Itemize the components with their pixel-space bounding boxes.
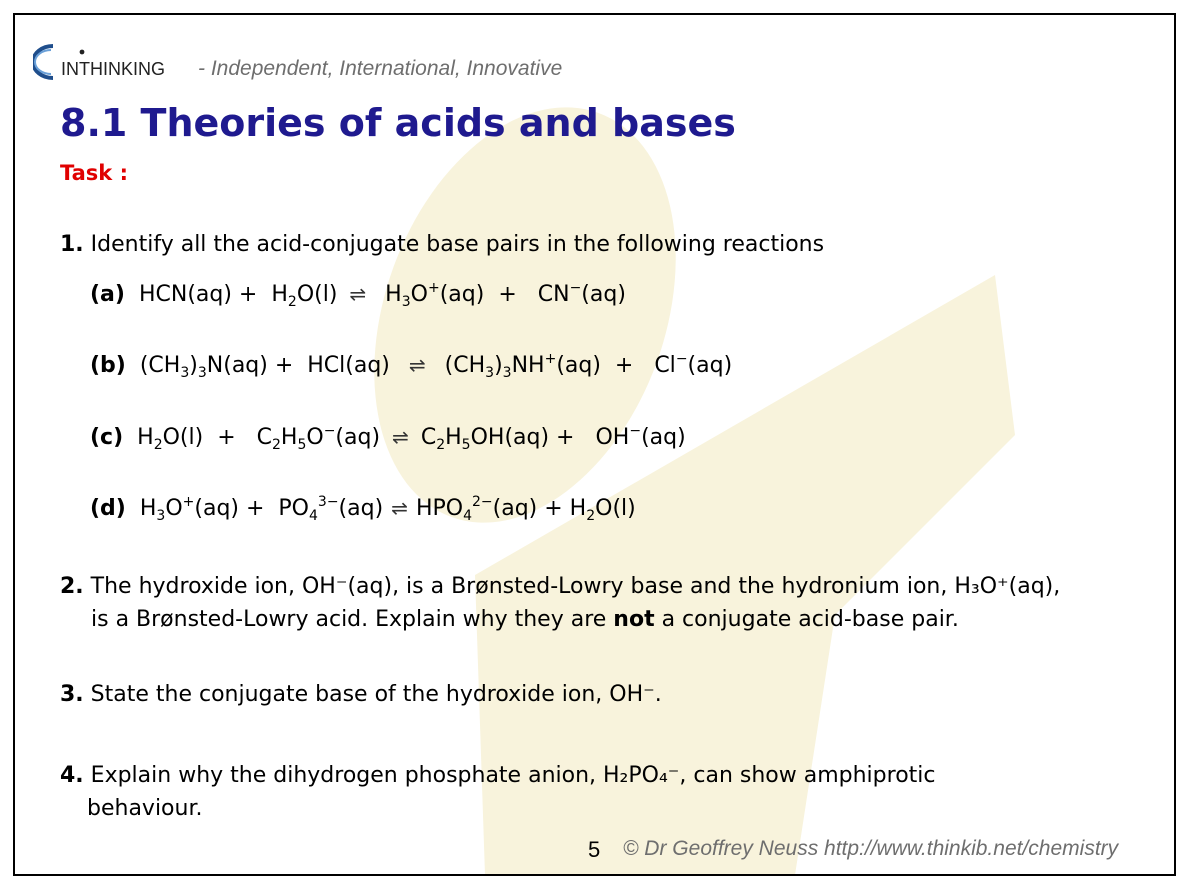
- question-2-continuation: [91, 604, 959, 636]
- question-4-line-2: behaviour.: [87, 796, 203, 821]
- question-3: [60, 679, 662, 711]
- equilibrium-arrow-icon: ⇌: [391, 496, 408, 520]
- question-3-number: 3.: [60, 682, 84, 707]
- reaction-b-label: (b): [90, 353, 126, 378]
- question-2-line-2-pre: is a Brønsted-Lowry acid. Explain why they are: [91, 607, 614, 632]
- question-4: [60, 760, 936, 792]
- reaction-d: (d) $H_3O^+(aq) + PO_4^{3-}(aq)$ ⇌ $HPO_4^{2-}(aq) + H_2O(l)$: [90, 494, 636, 524]
- slide-frame: [13, 13, 1176, 876]
- question-2: [60, 571, 1060, 603]
- question-2-number: 2.: [60, 574, 84, 599]
- question-4-number: 4.: [60, 763, 84, 788]
- question-2-line-1: The hydroxide ion, OH⁻(aq), is a Brønsted-Lowry base and the hydronium ion, H₃O⁺(aq),: [90, 574, 1061, 599]
- equilibrium-arrow-icon: ⇌: [349, 282, 367, 306]
- question-1-text: Identify all the acid-conjugate base pairs in the following reactions: [90, 232, 825, 257]
- task-label: Task :: [60, 161, 128, 185]
- reaction-c: (c) $H_2O(l) + C_2H_5O^-(aq)$ ⇌ $C_2H_5OH(aq) + OH^-(aq)$: [90, 423, 686, 453]
- reaction-a: (a) $HCN(aq) + H_2O(l)$ ⇌ $H_3O^+(aq) + CN^-(aq)$: [90, 280, 626, 310]
- question-2-line-2-post: a conjugate acid-base pair.: [654, 607, 959, 632]
- reaction-c-label: (c): [90, 425, 124, 450]
- reaction-b: (b) $(CH_3)_3N(aq) + HCl(aq)$ ⇌ $(CH_3)_3NH^+(aq) + Cl^-(aq)$: [90, 351, 733, 381]
- page-title: 8.1 Theories of acids and bases: [60, 101, 736, 145]
- equilibrium-arrow-icon: ⇌: [392, 425, 409, 449]
- reaction-d-label: (d): [90, 496, 126, 521]
- question-2-emphasis: not: [613, 607, 655, 632]
- page-number: 5: [588, 837, 601, 862]
- question-1: [60, 229, 824, 261]
- copyright-notice: © Dr Geoffrey Neuss http://www.thinkib.net/chemistry: [623, 837, 1119, 860]
- question-3-text: State the conjugate base of the hydroxide ion, OH⁻.: [90, 682, 662, 707]
- question-4-line-1: Explain why the dihydrogen phosphate anion, H₂PO₄⁻, can show amphiprotic: [90, 763, 936, 788]
- reaction-a-label: (a): [90, 282, 125, 307]
- question-1-number: 1.: [60, 232, 84, 257]
- inthinking-logo: [33, 40, 193, 80]
- svg-text:INTHINKING: INTHINKING: [61, 59, 166, 79]
- equilibrium-arrow-icon: ⇌: [408, 353, 426, 377]
- tagline: - Independent, International, Innovative: [198, 57, 563, 80]
